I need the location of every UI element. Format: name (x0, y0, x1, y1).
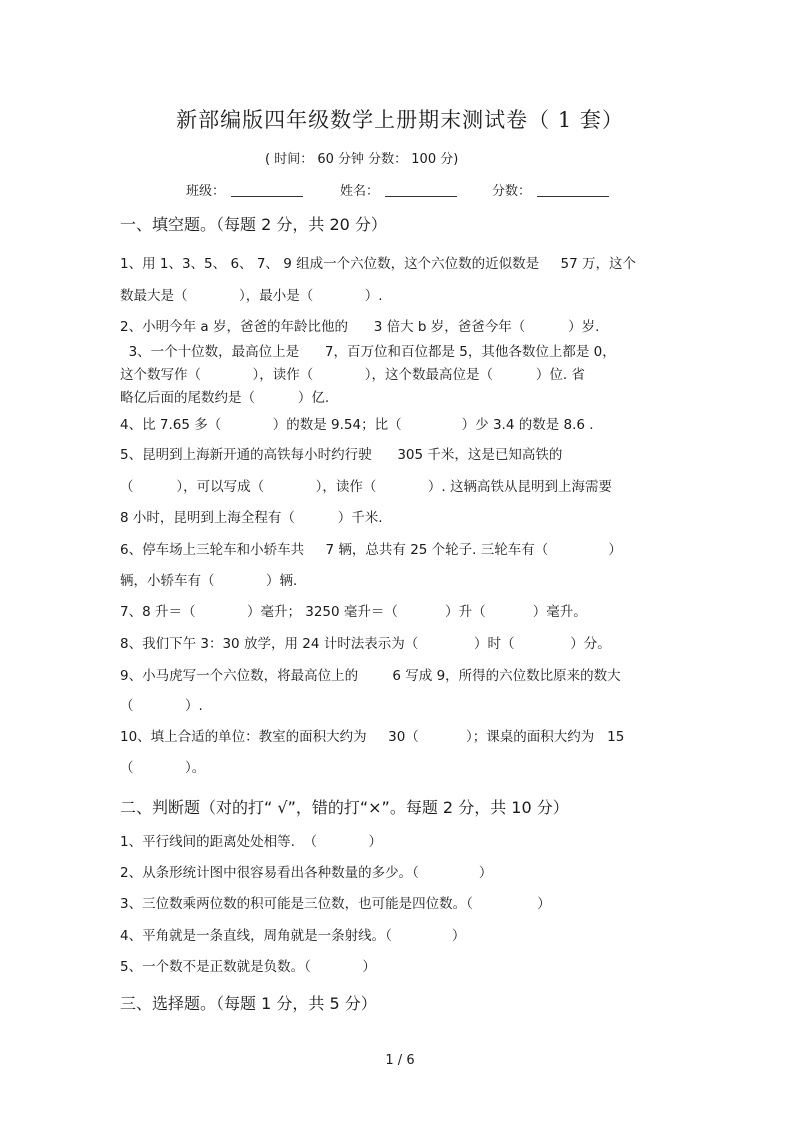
question-line: 8、我们下午 3：30 放学，用 24 计时法表示为（ ）时（ ）分。 (120, 636, 611, 652)
question-line: 3、一个十位数，最高位上是 7，百万位和百位都是 5，其他各数位上都是 0， (120, 344, 616, 360)
question-line: 9、小马虎写一个六位数，将最高位上的 6 写成 9，所得的六位数比原来的数大 (120, 668, 621, 684)
class-blank (231, 184, 303, 197)
question-line: （ ）。 (120, 760, 206, 776)
page-title: 新部编版四年级数学上册期末测试卷（ 1 套） (176, 108, 624, 132)
question-line: 5、昆明到上海新开通的高铁每小时约行驶 305 千米，这是已知高铁的 (120, 447, 563, 463)
score-label: 分数： (492, 184, 532, 199)
question-line: 这个数写作（ ），读作（ ），这个数最高位是（ ）位. 省 (120, 367, 585, 383)
question-line: 1、平行线间的距离处处相等. （ ） (120, 834, 382, 850)
section-heading-fill-blank: 一、填空题。（每题 2 分，共 20 分） (120, 215, 387, 234)
section-heading-multiple-choice: 三、选择题。（每题 1 分，共 5 分） (120, 994, 377, 1013)
class-label: 班级： (186, 184, 226, 199)
question-line: 10、填上合适的单位：教室的面积大约为 30（ ）；课桌的面积大约为 15 (120, 729, 625, 745)
question-line: 辆，小轿车有（ ）辆. (120, 573, 298, 589)
question-line: 略亿后面的尾数约是（ ）亿. (120, 390, 330, 406)
score-field (492, 180, 609, 199)
question-line: 5、一个数不是正数就是负数。（ ） (120, 959, 376, 975)
question-line: 2、小明今年 a 岁，爸爸的年龄比他的 3 倍大 b 岁，爸爸今年（ ）岁. (120, 319, 600, 335)
question-line: 2、从条形统计图中很容易看出各种数量的多少。（ ） (120, 865, 493, 881)
section-heading-true-false: 二、判断题（对的打“ √”，错的打“×”。每题 2 分，共 10 分） (120, 798, 569, 817)
question-line: 3、三位数乘两位数的积可能是三位数，也可能是四位数。（ ） (120, 896, 551, 912)
score-blank (537, 184, 609, 197)
name-field (340, 180, 457, 199)
page-number: 1 / 6 (385, 1053, 415, 1068)
question-line: （ ），可以写成（ ），读作（ ）. 这辆高铁从昆明到上海需要 (120, 479, 612, 495)
question-line: 数最大是（ ），最小是（ ）. (120, 288, 383, 304)
class-field (186, 180, 303, 199)
question-line: 4、比 7.65 多（ ）的数是 9.54；比（ ）少 3.4 的数是 8.6 . (120, 417, 594, 433)
name-label: 姓名： (340, 184, 380, 199)
name-blank (385, 184, 457, 197)
question-line: （ ）. (120, 698, 203, 714)
question-line: 1、用 1、3、5、 6、 7、 9 组成一个六位数，这个六位数的近似数是 57 万，这个 (120, 256, 637, 272)
question-line: 6、停车场上三轮车和小轿车共 7 辆，总共有 25 个轮子. 三轮车有（ ） (120, 542, 622, 558)
question-line: 7、8 升＝（ ）毫升； 3250 毫升＝（ ）升（ ）毫升。 (120, 604, 587, 620)
time-score-note: ( 时间： 60 分钟 分数： 100 分) (265, 152, 459, 167)
question-line: 8 小时，昆明到上海全程有（ ）千米. (120, 510, 383, 526)
question-line: 4、平角就是一条直线，周角就是一条射线。（ ） (120, 928, 466, 944)
